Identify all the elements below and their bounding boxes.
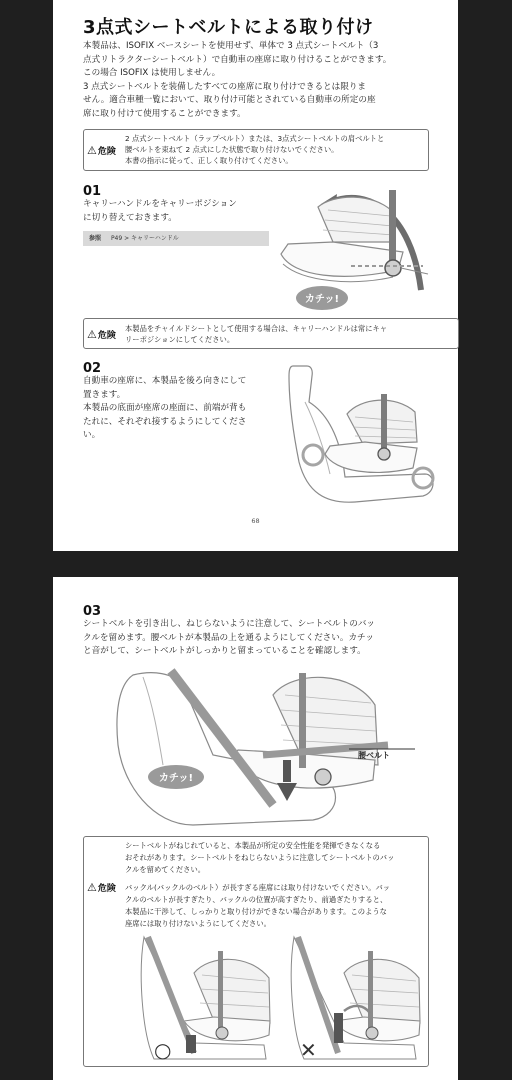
danger-text: シートベルトがねじれていると、本製品が所定の安全性能を発揮できなくなる おそれがあります。シートベルトをねじらないように注意してシートベルトのバッ クルを留めてください。 バックル(バックルのベルト）が長すぎる座席には取り付けないでください。バッ クルのベルトが長すぎたり、バックルの位置が高すぎたり、前過ぎたりすると、 本製品に干渉して、しっかりと取り付けができない場合があります。このような 座席には取り付けないようにしてください。 (125, 841, 395, 929)
danger-box-twist-buckle (83, 836, 429, 1067)
intro-line: この場合 ISOFIX は使用しません。 (83, 68, 221, 79)
step-number-03: 03 (83, 604, 102, 619)
warning-triangle-icon: ⚠ (87, 881, 97, 894)
seat-shell-shape (281, 242, 403, 276)
belt-buckle-illustration (113, 665, 393, 835)
danger-box-belt-type (83, 129, 429, 171)
canopy-shape (318, 197, 395, 242)
warning-triangle-icon: ⚠ (87, 328, 97, 341)
danger-label: ⚠ 危険 (87, 881, 116, 894)
handle-pivot (385, 260, 401, 276)
incorrect-buckle-illustration (284, 933, 424, 1062)
manual-page-69 (53, 577, 458, 1080)
click-label: カチッ! (304, 294, 340, 305)
manual-page-68 (53, 0, 458, 551)
ng-mark-icon: ✕ (300, 1038, 317, 1062)
danger-text: 本製品をチャイルドシートとして使用する場合は、キャリーハンドルは常にキャ リーポジションにしてください。 (125, 324, 388, 345)
step-02-text: 自動車の座席に、本製品を後ろ向きにして 置きます。 本製品の底面が座席の座面に、前端が背も たれに、それぞれ接するようにしてくださ い。 (83, 376, 247, 441)
intro-line: 本製品は、ISOFIX ベースシートを使用せず、単体で 3 点式シートベルト（3 (83, 41, 379, 51)
ok-mark-icon: ○ (154, 1038, 172, 1062)
reference-tag: 参照 (89, 235, 102, 242)
buckle-tongue (283, 760, 291, 782)
intro-line: 3 点式シートベルトを装備したすべての座席に取り付けできるとは限りま (83, 81, 367, 92)
intro-paragraph (83, 40, 435, 122)
buckle-shape (186, 1035, 196, 1053)
long-buckle-shape (334, 1013, 343, 1043)
page-number: 68 (251, 517, 260, 525)
step-03-text: シートベルトを引き出し、ねじらないように注意して、シートベルトのバッ クルを留めます。腰ベルトが本製品の上を通るようにしてください。カチッ と音がして、シートベルトがしっかりと留まっていることを確認します。 (83, 619, 376, 657)
step-number-02: 02 (83, 361, 102, 376)
step-01-text: キャリーハンドルをキャリーポジション に切り替えておきます。 (83, 199, 237, 223)
click-label: カチッ! (158, 773, 194, 784)
danger-box-carry-position (83, 318, 459, 349)
seat-placement-illustration (285, 362, 435, 512)
reference-link-carry-handle[interactable]: P49 > キャリーハンドル (110, 235, 179, 242)
danger-text: 2 点式シートベルト（ラップベルト）または、3点式シートベルトの肩ベルトと 腰ベルトを束ねて 2 点式にした状態で取り付けないでください。 本書の指示に従って、正しく取り付けてください。 (125, 134, 385, 166)
page-title: 3点式シートベルトによる取り付け (83, 17, 374, 38)
danger-label: ⚠ 危険 (87, 144, 116, 157)
correct-buckle-illustration (134, 933, 274, 1062)
intro-line: せん。適合車種一覧において、取り付け可能とされている自動車の所定の座 (83, 95, 376, 106)
warning-triangle-icon: ⚠ (87, 144, 97, 157)
carry-handle-bar (389, 190, 396, 266)
carry-handle-bar (381, 394, 387, 454)
intro-line: 点式リトラクターシートベルト）で自動車の座席に取り付けることができます。 (83, 54, 392, 65)
lap-belt-callout: 腰ベルト (358, 751, 390, 760)
carry-handle-illustration (273, 182, 433, 312)
intro-line: 席に取り付けて使用することができます。 (83, 108, 246, 119)
danger-label: ⚠ 危険 (87, 328, 116, 341)
reference-bar (83, 231, 269, 246)
step-number-01: 01 (83, 184, 102, 199)
